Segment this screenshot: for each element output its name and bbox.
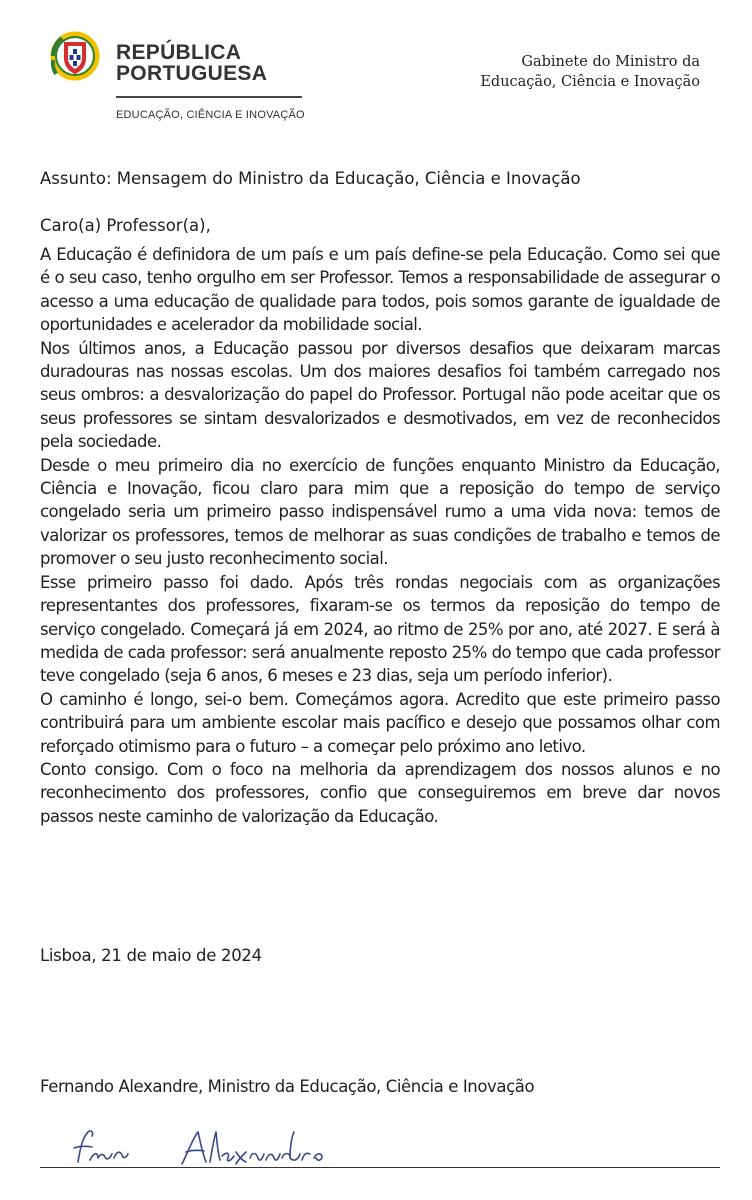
paragraph: Nos últimos anos, a Educação passou por diversos desafios que deixaram marcas duradouras nas nossas escolas. Um dos maiores desafios foi também carregado nos seus ombros: a desvalorização do papel do Professor. Portugal não pode aceitar que os seus professores se sintam desvalorizados e desmotivados, em vez de reconhecidos pela sociedade. <box>40 338 720 452</box>
paragraph: A Educação é definidora de um país e um país define-se pela Educação. Como sei que é o seu caso, tenho orgulho em ser Professor. Temos a responsabilidade de assegurar o acesso a uma educação de qualidade para todos, pois somos garante de igualdade de oportunidades e acelerador da mobilidade social. <box>40 245 720 335</box>
letter-subject: Assunto: Mensagem do Ministro da Educação, Ciência e Inovação <box>40 169 581 188</box>
letter-body <box>40 243 720 828</box>
letter-salutation: Caro(a) Professor(a), <box>40 216 211 235</box>
header-divider <box>116 96 302 98</box>
paragraph: Desde o meu primeiro dia no exercício de funções enquanto Ministro da Educação, Ciência e Inovação, ficou claro para mim que a reposição do tempo de serviço congelado seria um primeiro passo indispensável rumo a uma vida nova: temos de valorizar os professores, temos de melhorar as suas condições de trabalho e temos de promover o seu justo reconhecimento social. <box>40 455 720 569</box>
portuguese-coat-of-arms-icon <box>50 28 102 88</box>
paragraph: Esse primeiro passo foi dado. Após três rondas negociais com as organizações representantes dos professores, fixaram-se os termos da reposição do tempo de serviço congelado. Começará já em 2024, ao ritmo de 25% por ano, até 2027. E será à medida de cada professor: será anualmente reposto 25% do tempo que cada professor teve congelado (seja 6 anos, 6 meses e 23 dias, seja um período inferior). <box>40 572 720 686</box>
ministry-area-label: EDUCAÇÃO, CIÊNCIA E INOVAÇÃO <box>116 109 305 121</box>
paragraph: O caminho é longo, sei-o bem. Começámos agora. Acredito que este primeiro passo contribuirá para um ambiente escolar mais pacífico e desejo que possamos olhar com reforçado otimismo para o futuro – a começar pelo próximo ano letivo. <box>40 689 720 756</box>
office-block <box>480 52 700 92</box>
signatory-line: Fernando Alexandre, Ministro da Educação, Ciência e Inovação <box>40 1077 535 1096</box>
paragraph: Conto consigo. Com o foco na melhoria da aprendizagem dos nossos alunos e no reconhecimento dos professores, confio que conseguiremos em breve dar novos passos neste caminho de valorização da Educação. <box>40 759 720 826</box>
org-name-line2: PORTUGUESA <box>116 62 268 85</box>
org-name-line1: REPÚBLICA <box>116 41 242 64</box>
office-line-1: Gabinete do Ministro da <box>521 54 700 70</box>
signature-line <box>40 1167 720 1168</box>
office-line-2: Educação, Ciência e Inovação <box>480 74 700 90</box>
letter-date: Lisboa, 21 de maio de 2024 <box>40 946 262 965</box>
